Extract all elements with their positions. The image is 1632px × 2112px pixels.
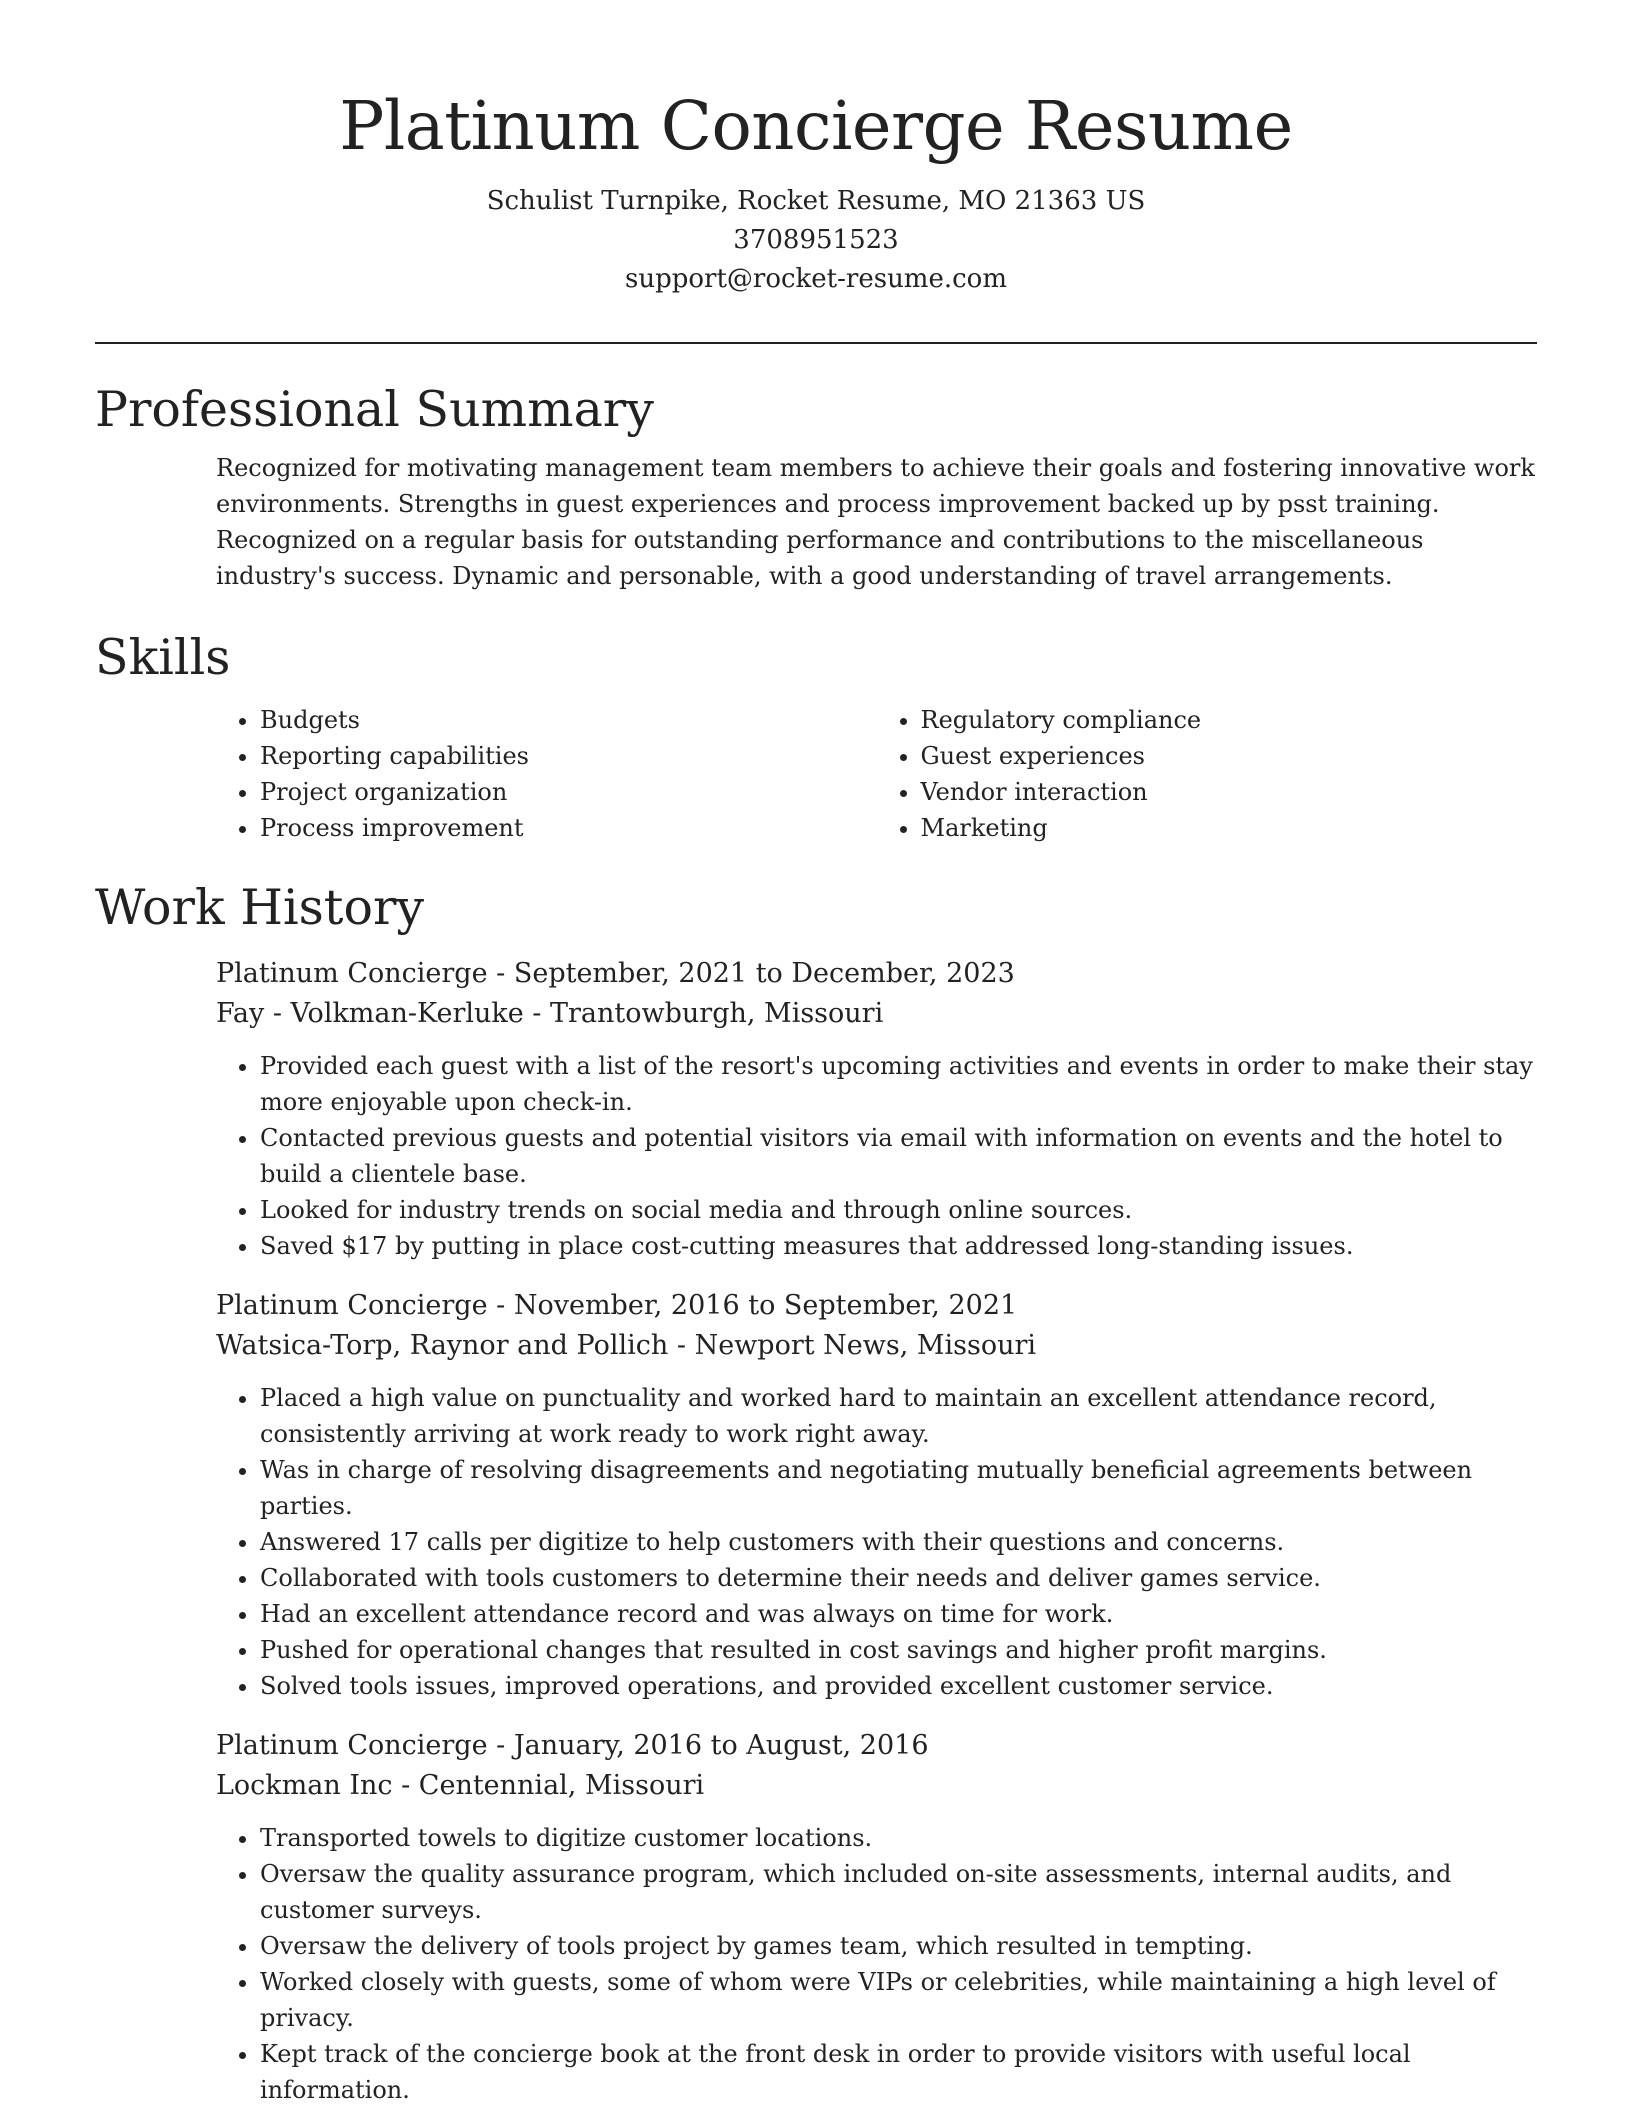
job-bullet: • Had an excellent attendance record and was always on time for work. <box>260 1596 1550 1632</box>
job-employer-line: Fay - Volkman-Kerluke - Trantowburgh, Missouri <box>216 998 884 1029</box>
resume-title: Platinum Concierge Resume <box>339 87 1293 165</box>
job-entry <box>216 1286 1537 1704</box>
header-divider <box>95 342 1537 344</box>
skills-columns <box>216 702 1537 846</box>
contact-block <box>0 182 1632 299</box>
job-bullet: • Oversaw the quality assurance program, which included on-site assessments, internal audits, and customer surveys. <box>260 1856 1550 1928</box>
job-bullets <box>216 1380 1550 1704</box>
job-bullet: • Answered 17 calls per digitize to help customers with their questions and concerns. <box>260 1524 1550 1560</box>
job-bullet: • Looked for industry trends on social media and through online sources. <box>260 1192 1550 1228</box>
job-bullets <box>216 1820 1550 2108</box>
job-bullet: • Worked closely with guests, some of whom were VIPs or celebrities, while maintaining a high level of privacy. <box>260 1964 1550 2036</box>
skill-item: • Vendor interaction <box>921 774 1538 810</box>
contact-email: support@rocket-resume.com <box>624 264 1007 294</box>
summary-text: Recognized for motivating management team members to achieve their goals and fostering innovative work environments. Strengths in guest experiences and process improvement backed up by psst training. Recognized on a regular basis for outstanding performance and contributions to the miscellaneous industry's success. Dynamic and personable, with a good understanding of travel arrangements. <box>216 454 1535 590</box>
skills-list-right <box>877 702 1538 846</box>
skills-heading: Skills <box>95 629 231 686</box>
job-entry <box>216 1726 1537 2108</box>
work-history-section <box>95 876 1537 2108</box>
job-bullet: • Was in charge of resolving disagreements and negotiating mutually beneficial agreements between parties. <box>260 1452 1550 1524</box>
skill-item: • Regulatory compliance <box>921 702 1538 738</box>
job-bullet: • Contacted previous guests and potential visitors via email with information on events and the hotel to build a clientele base. <box>260 1120 1550 1192</box>
skill-item: • Budgets <box>260 702 877 738</box>
job-bullet: • Solved tools issues, improved operations, and provided excellent customer service. <box>260 1668 1550 1704</box>
skill-item: • Guest experiences <box>921 738 1538 774</box>
job-title-line: Platinum Concierge - November, 2016 to September, 2021 <box>216 1290 1018 1321</box>
job-title-line: Platinum Concierge - January, 2016 to August, 2016 <box>216 1730 929 1761</box>
job-bullet: • Provided each guest with a list of the resort's upcoming activities and events in order to make their stay more enjoyable upon check-in. <box>260 1048 1550 1120</box>
summary-section <box>95 378 1537 594</box>
job-bullet: • Kept track of the concierge book at the front desk in order to provide visitors with useful local information. <box>260 2036 1550 2108</box>
summary-heading: Professional Summary <box>95 381 654 438</box>
skill-item: • Reporting capabilities <box>260 738 877 774</box>
contact-phone: 3708951523 <box>733 225 899 255</box>
job-employer-line: Watsica-Torp, Raynor and Pollich - Newport News, Missouri <box>216 1330 1037 1361</box>
work-history-heading: Work History <box>95 879 425 936</box>
job-bullet: • Oversaw the delivery of tools project by games team, which resulted in tempting. <box>260 1928 1550 1964</box>
job-bullet: • Saved $17 by putting in place cost-cutting measures that addressed long-standing issues. <box>260 1228 1550 1264</box>
skill-item: • Marketing <box>921 810 1538 846</box>
skill-item: • Process improvement <box>260 810 877 846</box>
skills-section <box>95 626 1537 846</box>
job-title-line: Platinum Concierge - September, 2021 to December, 2023 <box>216 958 1015 989</box>
resume-header <box>0 0 1632 299</box>
contact-address: Schulist Turnpike, Rocket Resume, MO 21363 US <box>486 186 1146 216</box>
job-bullet: • Pushed for operational changes that resulted in cost savings and higher profit margins. <box>260 1632 1550 1668</box>
job-bullets <box>216 1048 1550 1264</box>
job-bullet: • Placed a high value on punctuality and worked hard to maintain an excellent attendance record, consistently arriving at work ready to work right away. <box>260 1380 1550 1452</box>
job-bullet: • Collaborated with tools customers to determine their needs and deliver games service. <box>260 1560 1550 1596</box>
skill-item: • Project organization <box>260 774 877 810</box>
job-entry <box>216 954 1537 1264</box>
job-bullet: • Transported towels to digitize customer locations. <box>260 1820 1550 1856</box>
skills-list-left <box>216 702 877 846</box>
job-employer-line: Lockman Inc - Centennial, Missouri <box>216 1770 705 1801</box>
